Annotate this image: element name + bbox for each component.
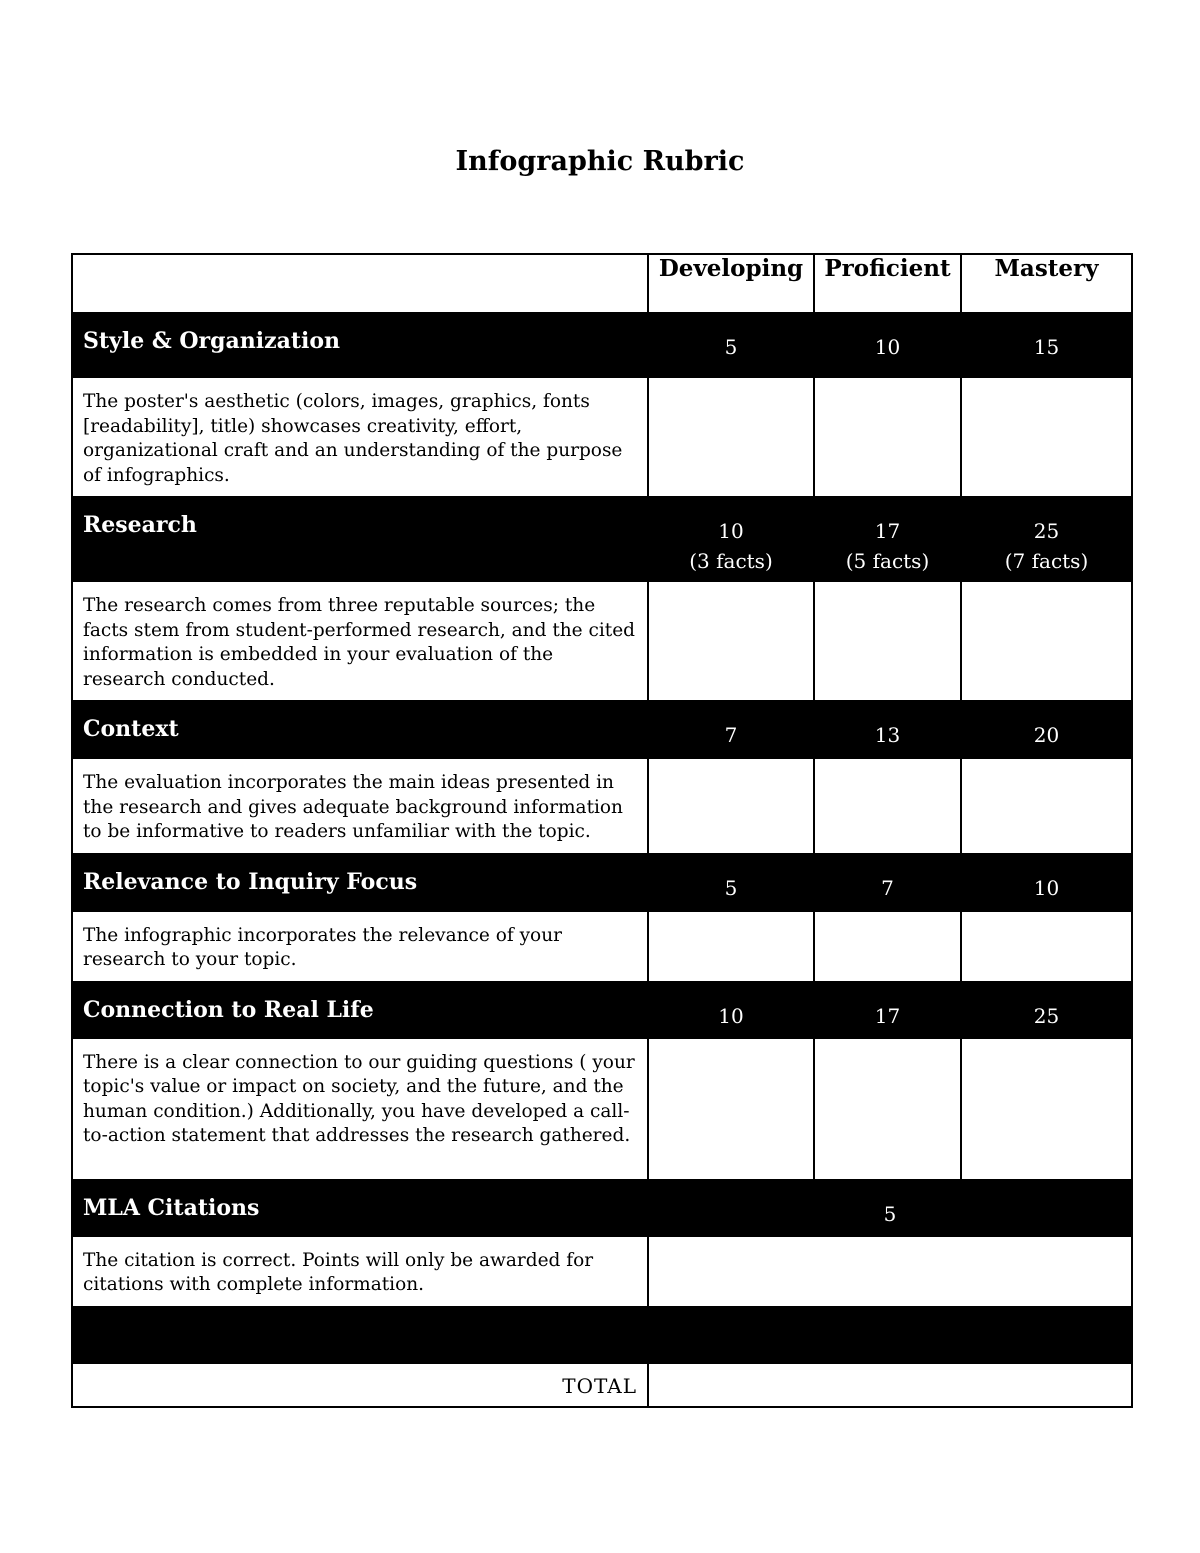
section-description: The poster's aesthetic (colors, images, graphics, fonts [readability], title) showcases creativity, effort, organizational craft and an understanding of the purpose of infographics. (72, 377, 648, 497)
points-developing: 10 (648, 982, 814, 1038)
score-cell-proficient[interactable] (814, 377, 961, 497)
score-cell-developing[interactable] (648, 758, 814, 854)
score-cell-developing[interactable] (648, 1038, 814, 1180)
description-row (72, 581, 1132, 701)
page-title: Infographic Rubric (455, 146, 745, 177)
points-mastery: 10 (961, 854, 1132, 911)
points-note: (3 facts) (689, 549, 773, 573)
section-name: Connection to Real Life (72, 982, 648, 1038)
score-cell-mastery[interactable] (961, 377, 1132, 497)
spacer-row (72, 1307, 1132, 1363)
score-cell-proficient[interactable] (814, 758, 961, 854)
points-mastery: 25 (961, 982, 1132, 1038)
spacer-cell (72, 1307, 1132, 1363)
points-proficient: 10 (814, 313, 961, 377)
score-cell-developing[interactable] (648, 377, 814, 497)
points-proficient: 7 (814, 854, 961, 911)
description-row (72, 911, 1132, 982)
section-description: The citation is correct. Points will only be awarded for citations with complete information. (72, 1236, 648, 1307)
points-mastery: 20 (961, 701, 1132, 758)
section-name: Relevance to Inquiry Focus (72, 854, 648, 911)
points-developing: 5 (648, 313, 814, 377)
points-proficient (814, 497, 961, 581)
description-row (72, 1236, 1132, 1307)
total-label: TOTAL (72, 1363, 648, 1407)
score-cell-proficient[interactable] (814, 911, 961, 982)
description-row (72, 1038, 1132, 1180)
points-proficient: 17 (814, 982, 961, 1038)
score-cell-mastery[interactable] (961, 911, 1132, 982)
section-name: Research (72, 497, 648, 581)
rubric-table (71, 253, 1133, 1408)
section-description: The research comes from three reputable sources; the facts stem from student-performed research, and the cited information is embedded in your evaluation of the research conducted. (72, 581, 648, 701)
points-all-levels: 5 (648, 1180, 1132, 1236)
points-value: 17 (874, 519, 901, 543)
points-mastery (961, 497, 1132, 581)
section-row-research (72, 497, 1132, 581)
section-row-relevance (72, 854, 1132, 911)
score-cell-developing[interactable] (648, 581, 814, 701)
points-value: 10 (718, 519, 744, 543)
score-cell-mastery[interactable] (961, 758, 1132, 854)
header-blank-cell (72, 254, 648, 313)
section-description: The evaluation incorporates the main ideas presented in the research and gives adequate background information to be informative to readers unfamiliar with the topic. (72, 758, 648, 854)
section-description: The infographic incorporates the relevance of your research to your topic. (72, 911, 648, 982)
column-header-proficient: Proficient (814, 254, 961, 313)
column-header-developing: Developing (648, 254, 814, 313)
score-cell-mastery[interactable] (961, 581, 1132, 701)
header-row (72, 254, 1132, 313)
section-row-mla-citations (72, 1180, 1132, 1236)
score-cell-proficient[interactable] (814, 581, 961, 701)
description-row (72, 377, 1132, 497)
section-name: MLA Citations (72, 1180, 648, 1236)
points-developing: 7 (648, 701, 814, 758)
score-cell-developing[interactable] (648, 911, 814, 982)
points-proficient: 13 (814, 701, 961, 758)
description-row (72, 758, 1132, 854)
points-mastery: 15 (961, 313, 1132, 377)
column-header-mastery: Mastery (961, 254, 1132, 313)
section-row-context (72, 701, 1132, 758)
section-name: Style & Organization (72, 313, 648, 377)
total-score-cell[interactable] (648, 1363, 1132, 1407)
score-cell-proficient[interactable] (814, 1038, 961, 1180)
total-row (72, 1363, 1132, 1407)
points-note: (7 facts) (1004, 549, 1089, 573)
section-description: There is a clear connection to our guiding questions ( your topic's value or impact on society, and the future, and the human condition.) Additionally, you have developed a call-to-action statement that addresses the research gathered. (72, 1038, 648, 1180)
score-cell-mla[interactable] (648, 1236, 1132, 1307)
section-name: Context (72, 701, 648, 758)
points-note: (5 facts) (845, 549, 930, 573)
section-row-connection (72, 982, 1132, 1038)
score-cell-mastery[interactable] (961, 1038, 1132, 1180)
points-value: 25 (1033, 519, 1060, 543)
points-developing (648, 497, 814, 581)
points-developing: 5 (648, 854, 814, 911)
section-row-style-organization (72, 313, 1132, 377)
